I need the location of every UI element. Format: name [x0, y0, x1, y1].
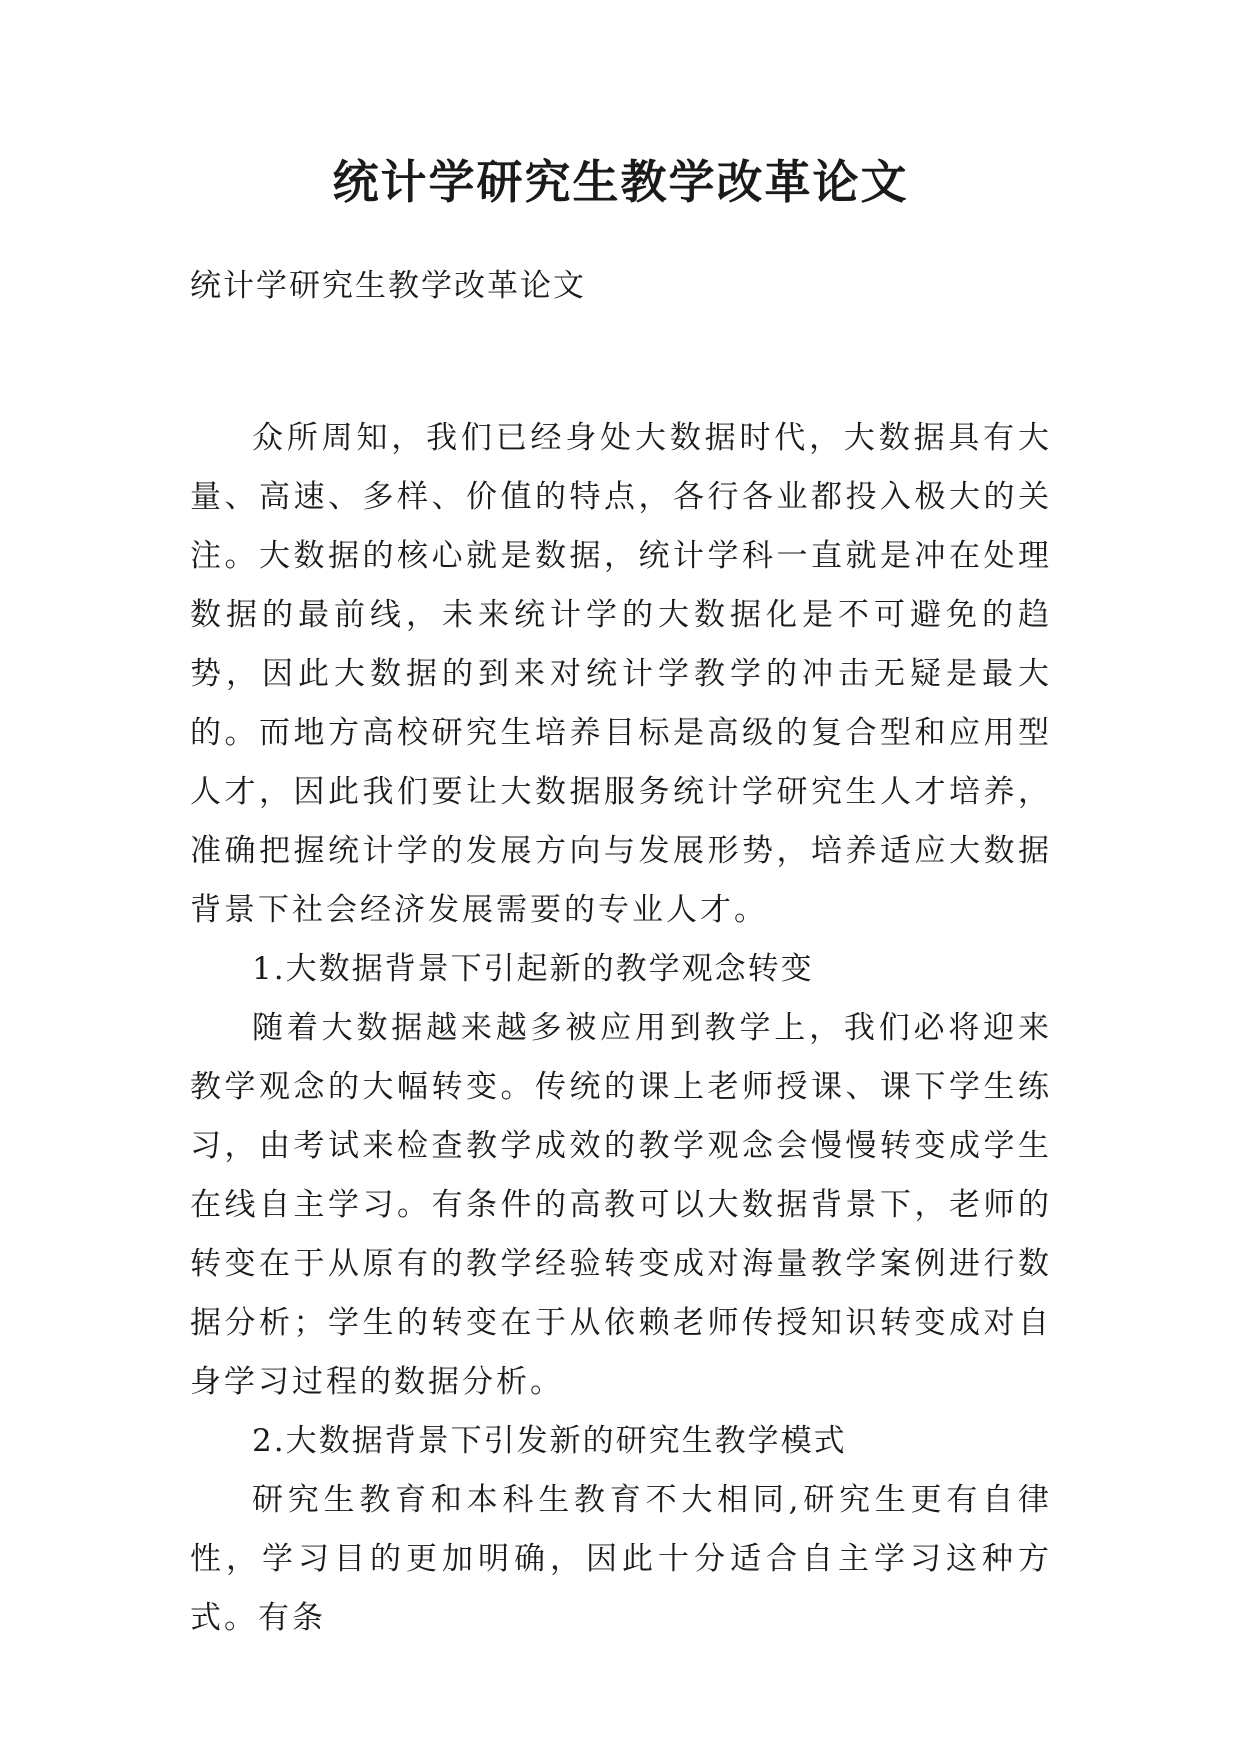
- section-heading-1: 1.大数据背景下引起新的教学观念转变: [252, 951, 814, 987]
- body-paragraph-intro: 众所周知，我们已经身处大数据时代，大数据具有大量、高速、多样、价值的特点，各行各业都投入极大的关注。大数据的核心就是数据，统计学科一直就是冲在处理数据的最前线，未来统计学的大数据化是不可避免的趋势，因此大数据的到来对统计学教学的冲击无疑是最大的。而地方高校研究生培养目标是高级的复合型和应用型人才，因此我们要让大数据服务统计学研究生人才培养，准确把握统计学的发展方向与发展形势，培养适应大数据背景下社会经济发展需要的专业人才。: [190, 420, 1052, 928]
- document-body: [190, 409, 1052, 1648]
- body-paragraph-section-1: 随着大数据越来越多被应用到教学上，我们必将迎来教学观念的大幅转变。传统的课上老师授课、课下学生练习，由考试来检查教学成效的教学观念会慢慢转变成学生在线自主学习。有条件的高教可以大数据背景下，老师的转变在于从原有的教学经验转变成对海量教学案例进行数据分析；学生的转变在于从依赖老师传授知识转变成对自身学习过程的数据分析。: [190, 1010, 1052, 1400]
- section-heading-2: 2.大数据背景下引发新的研究生教学模式: [252, 1423, 847, 1459]
- body-paragraph-section-2: 研究生教育和本科生教育不大相同,研究生更有自律性，学习目的更加明确，因此十分适合自主学习这种方式。有条: [190, 1482, 1052, 1636]
- document-title: 统计学研究生教学改革论文: [332, 155, 909, 209]
- document-subtitle: 统计学研究生教学改革论文: [190, 268, 586, 304]
